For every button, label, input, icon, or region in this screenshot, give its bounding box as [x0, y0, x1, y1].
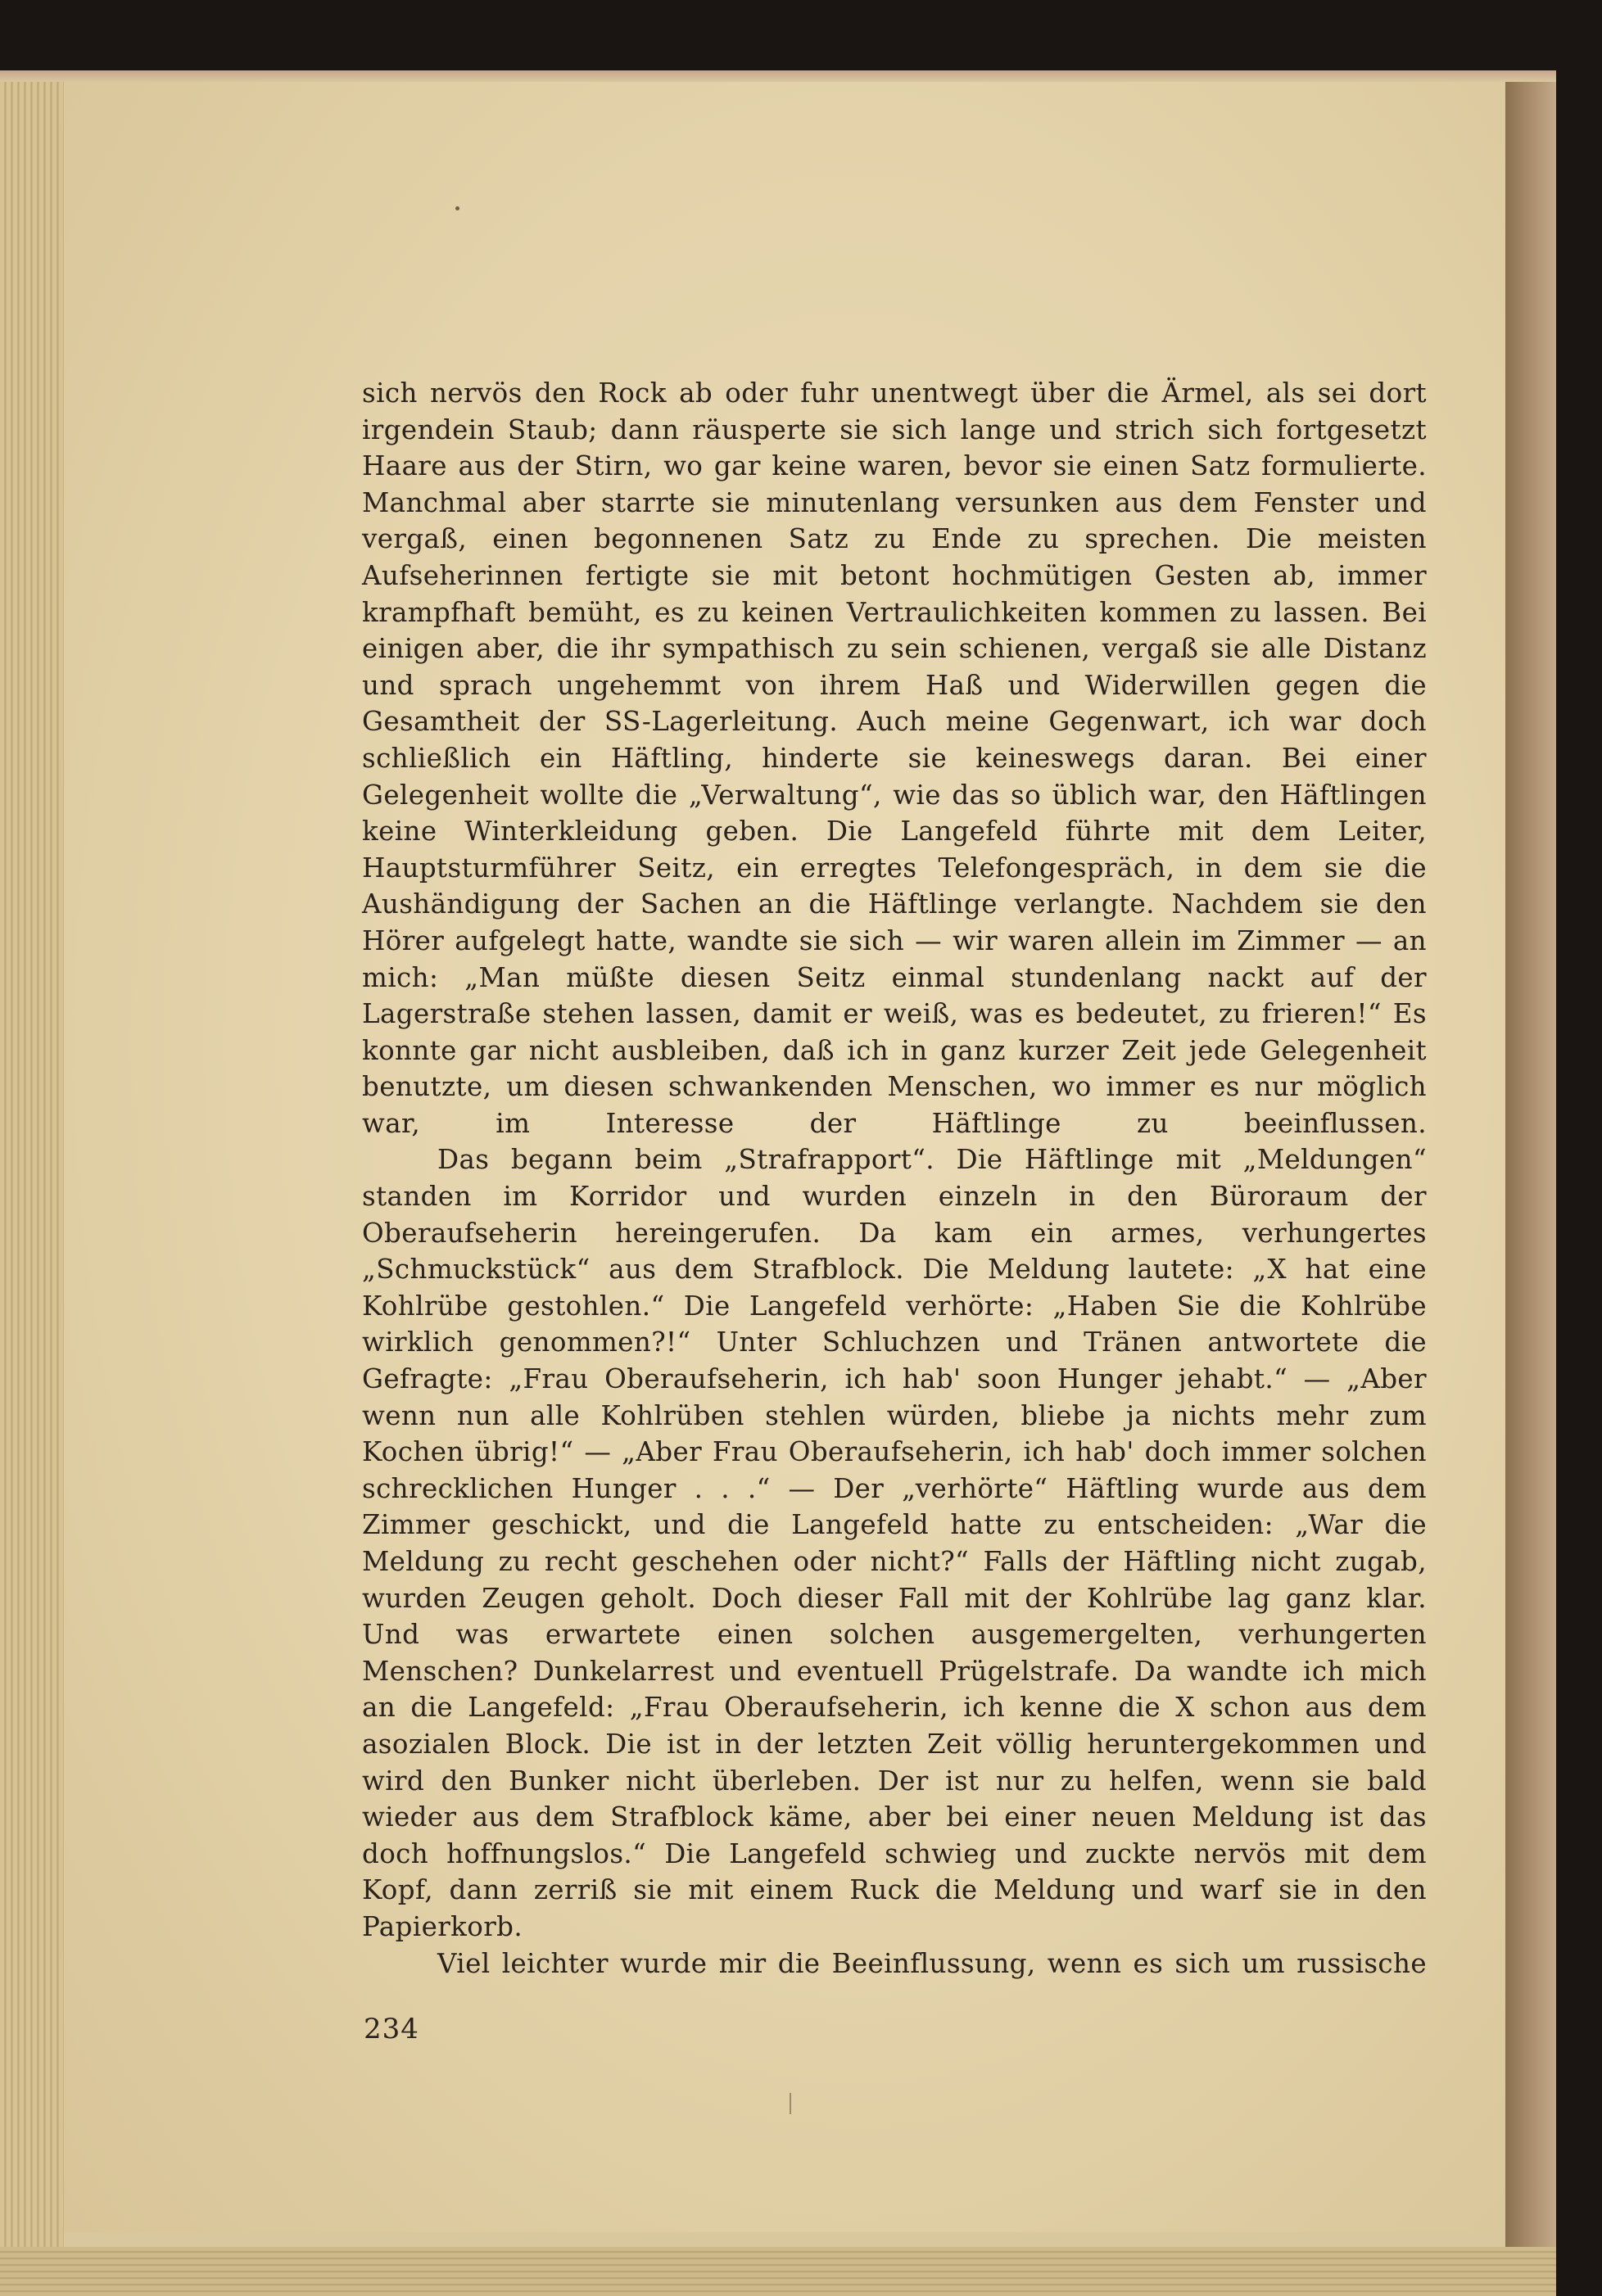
paragraph-3: Viel leichter wurde mir die Beeinflussung, wenn es sich um russische	[437, 1947, 1427, 1979]
book-cover-edge	[1505, 70, 1556, 2296]
paragraph-2: Das begann beim „Strafrapport“. Die Häftlinge mit „Meldungen“ standen im Korridor und wurden einzeln in den Büroraum der Oberaufseherin hereingerufen. Da kam ein armes, verhungertes „Schmuckstück“ aus dem Strafblock. Die Meldung lautete: „X hat eine Kohlrübe gestohlen.“ Die Langefeld verhörte: „Haben Sie die Kohlrübe wirklich genommen?!“ Unter Schluchzen und Tränen antwortete die Gefragte: „Frau Oberaufseherin, ich hab' soon Hunger jehabt.“ — „Aber wenn nun alle Kohlrüben stehlen würden, bliebe ja nichts mehr zum Kochen übrig!“ — „Aber Frau Oberaufseherin, ich hab' doch immer solchen schrecklichen Hunger . . .“ — Der „verhörte“ Häftling wurde aus dem Zimmer geschickt, und die Langefeld hatte zu entscheiden: „War die Meldung zu recht geschehen oder nicht?“ Falls der Häftling nicht zugab, wurden Zeugen geholt. Doch dieser Fall mit der Kohlrübe lag ganz klar. Und was erwartete einen solchen ausgemergelten, verhungerten Menschen? Dunkelarrest und eventuell Prügelstrafe. Da wandte ich mich an die Langefeld: „Frau Oberaufseherin, ich kenne die X schon aus dem asozialen Block. Die ist in der letzten Zeit völlig heruntergekommen und wird den Bunker nicht überleben. Der ist nur zu helfen, wenn sie bald wieder aus dem Strafblock käme, aber bei einer neuen Meldung ist das doch hoffnungslos.“ Die Langefeld schwieg und zuckte nervös mit dem Kopf, dann zerriß sie mit einem Ruck die Meldung und warf sie in den Papierkorb.	[362, 1144, 1427, 1942]
paper-speck	[455, 206, 459, 210]
page-edges-bottom	[0, 2247, 1556, 2296]
page-edges	[0, 70, 64, 2296]
paragraph-1: sich nervös den Rock ab oder fuhr unentwegt über die Ärmel, als sei dort irgendein Staub; dann räusperte sie sich lange und strich sich fortgesetzt Haare aus der Stirn, wo gar keine waren, bevor sie einen Satz formulierte. Manchmal aber starrte sie minutenlang versunken aus dem Fenster und vergaß, einen begonnenen Satz zu Ende zu sprechen. Die meisten Aufseherinnen fertigte sie mit betont hochmütigen Gesten ab, immer krampfhaft bemüht, es zu keinen Vertraulichkeiten kommen zu lassen. Bei einigen aber, die ihr sympathisch zu sein schienen, vergaß sie alle Distanz und sprach ungehemmt von ihrem Haß und Widerwillen gegen die Gesamtheit der SS-Lagerleitung. Auch meine Gegenwart, ich war doch schließlich ein Häftling, hinderte sie keineswegs daran. Bei einer Gelegenheit wollte die „Verwaltung“, wie das so üblich war, den Häftlingen keine Winterkleidung geben. Die Langefeld führte mit dem Leiter, Hauptsturmführer Seitz, ein erregtes Telefongespräch, in dem sie die Aushändigung der Sachen an die Häftlinge verlangte. Nachdem sie den Hörer aufgelegt hatte, wandte sie sich — wir waren allein im Zimmer — an mich: „Man müßte diesen Seitz einmal stundenlang nackt auf der Lagerstraße stehen lassen, damit er weiß, was es bedeutet, zu frieren!“ Es konnte gar nicht ausbleiben, daß ich in ganz kurzer Zeit jede Gelegenheit benutzte, um diesen schwankenden Menschen, wo immer es nur möglich war, im Interesse der Häftlinge zu beeinflussen.	[362, 377, 1427, 1139]
book	[0, 70, 1556, 2296]
paper-mark	[790, 2093, 791, 2114]
book-cover-top	[0, 70, 1556, 82]
page-number: 234	[364, 2013, 419, 2045]
body-text	[362, 375, 1427, 1982]
page	[64, 70, 1505, 2232]
